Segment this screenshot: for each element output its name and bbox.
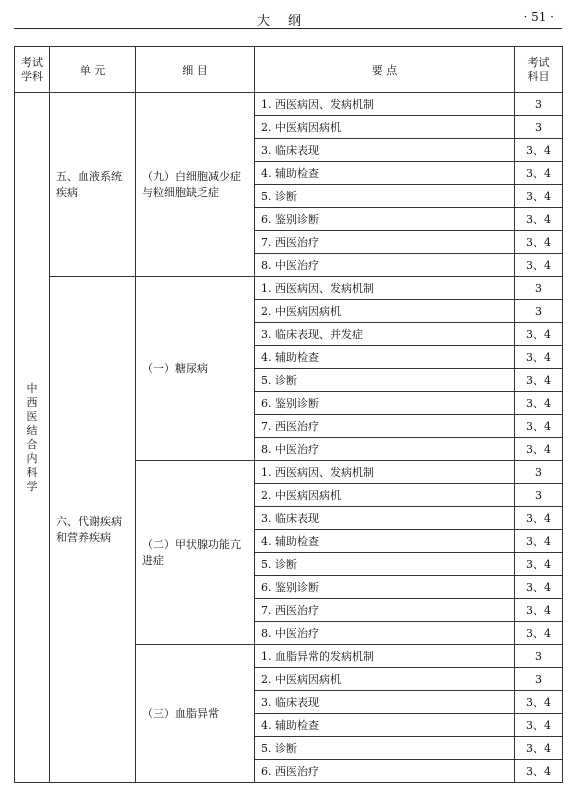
point-cell: 1. 西医病因、发病机制 <box>255 461 515 484</box>
syllabus-table <box>14 46 563 783</box>
point-cell: 4. 辅助检查 <box>255 530 515 553</box>
point-cell: 6. 鉴别诊断 <box>255 576 515 599</box>
point-cell: 2. 中医病因病机 <box>255 668 515 691</box>
exam-subject-cell: 3、4 <box>515 760 563 783</box>
point-cell: 6. 西医治疗 <box>255 760 515 783</box>
point-cell: 6. 鉴别诊断 <box>255 208 515 231</box>
exam-subject-cell: 3、4 <box>515 737 563 760</box>
item-cell: （二）甲状腺功能亢进症 <box>136 461 255 645</box>
exam-subject-cell: 3 <box>515 93 563 116</box>
header-rule <box>14 28 562 29</box>
exam-subject-cell: 3、4 <box>515 346 563 369</box>
exam-subject-cell: 3、4 <box>515 185 563 208</box>
exam-subject-cell: 3 <box>515 300 563 323</box>
table-row <box>15 93 563 116</box>
point-cell: 5. 诊断 <box>255 369 515 392</box>
header-points: 要 点 <box>255 47 515 93</box>
point-cell: 4. 辅助检查 <box>255 346 515 369</box>
point-cell: 7. 西医治疗 <box>255 415 515 438</box>
item-cell: （三）血脂异常 <box>136 645 255 783</box>
point-cell: 4. 辅助检查 <box>255 162 515 185</box>
exam-subject-cell: 3、4 <box>515 162 563 185</box>
point-cell: 5. 诊断 <box>255 185 515 208</box>
exam-subject-cell: 3、4 <box>515 323 563 346</box>
point-cell: 1. 西医病因、发病机制 <box>255 277 515 300</box>
exam-subject-cell: 3、4 <box>515 369 563 392</box>
table-body <box>15 93 563 783</box>
item-cell: （一）糖尿病 <box>136 277 255 461</box>
point-cell: 1. 西医病因、发病机制 <box>255 93 515 116</box>
exam-subject-cell: 3、4 <box>515 415 563 438</box>
point-cell: 6. 鉴别诊断 <box>255 392 515 415</box>
header-item: 细 目 <box>136 47 255 93</box>
exam-subject-cell: 3、4 <box>515 208 563 231</box>
page-header <box>14 8 562 28</box>
point-cell: 4. 辅助检查 <box>255 714 515 737</box>
point-cell: 2. 中医病因病机 <box>255 116 515 139</box>
exam-subject-cell: 3 <box>515 461 563 484</box>
point-cell: 3. 临床表现 <box>255 507 515 530</box>
item-cell: （九）白细胞减少症与粒细胞缺乏症 <box>136 93 255 277</box>
point-cell: 7. 西医治疗 <box>255 231 515 254</box>
unit-cell: 六、代谢疾病和营养疾病 <box>50 277 136 783</box>
exam-subject-cell: 3 <box>515 484 563 507</box>
header-exam-subject: 考试科目 <box>515 47 563 93</box>
exam-subject-cell: 3、4 <box>515 254 563 277</box>
table-row <box>15 277 563 300</box>
exam-subject-cell: 3、4 <box>515 392 563 415</box>
page-number: · 51 · <box>523 10 554 24</box>
point-cell: 5. 诊断 <box>255 553 515 576</box>
exam-subject-cell: 3 <box>515 116 563 139</box>
exam-subject-cell: 3、4 <box>515 438 563 461</box>
exam-subject-cell: 3、4 <box>515 714 563 737</box>
exam-subject-cell: 3、4 <box>515 231 563 254</box>
table-header-row <box>15 47 563 93</box>
point-cell: 2. 中医病因病机 <box>255 300 515 323</box>
exam-subject-cell: 3 <box>515 277 563 300</box>
unit-cell: 五、血液系统疾病 <box>50 93 136 277</box>
exam-subject-cell: 3、4 <box>515 139 563 162</box>
exam-subject-cell: 3、4 <box>515 507 563 530</box>
exam-subject-cell: 3、4 <box>515 599 563 622</box>
page-title: 大纲 <box>256 14 319 29</box>
point-cell: 8. 中医治疗 <box>255 254 515 277</box>
point-cell: 3. 临床表现 <box>255 139 515 162</box>
exam-subject-cell: 3 <box>515 645 563 668</box>
exam-subject-cell: 3、4 <box>515 530 563 553</box>
exam-subject-cell: 3、4 <box>515 576 563 599</box>
point-cell: 8. 中医治疗 <box>255 622 515 645</box>
header-unit: 单 元 <box>50 47 136 93</box>
exam-subject-cell: 3 <box>515 668 563 691</box>
point-cell: 3. 临床表现、并发症 <box>255 323 515 346</box>
point-cell: 2. 中医病因病机 <box>255 484 515 507</box>
exam-subject-cell: 3、4 <box>515 622 563 645</box>
exam-subject-cell: 3、4 <box>515 691 563 714</box>
point-cell: 1. 血脂异常的发病机制 <box>255 645 515 668</box>
point-cell: 8. 中医治疗 <box>255 438 515 461</box>
exam-subject-cell: 3、4 <box>515 553 563 576</box>
point-cell: 7. 西医治疗 <box>255 599 515 622</box>
header-subject: 考试学科 <box>15 47 50 93</box>
point-cell: 3. 临床表现 <box>255 691 515 714</box>
subject-cell: 中西医结合内科学 <box>15 93 50 783</box>
point-cell: 5. 诊断 <box>255 737 515 760</box>
